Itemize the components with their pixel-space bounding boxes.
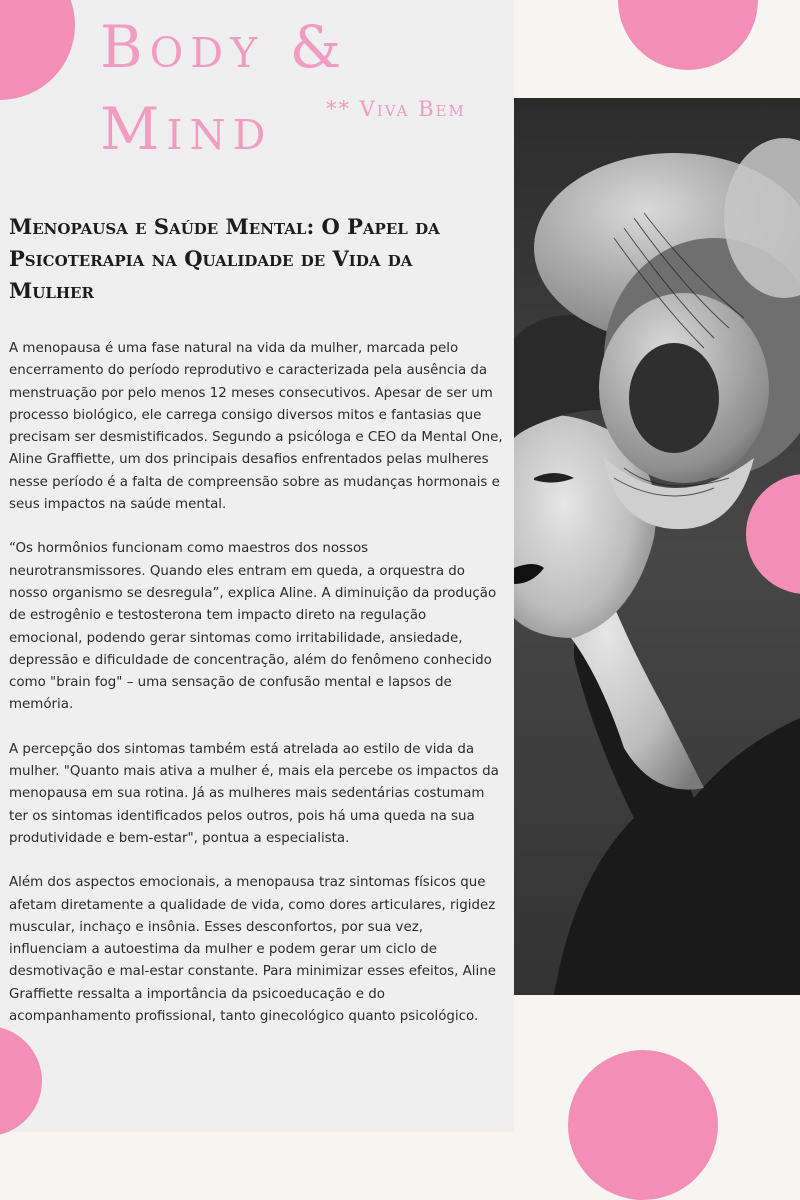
article-body <box>9 338 503 1050</box>
flower-center-dark <box>629 343 719 453</box>
article-paragraph-1: A menopausa é uma fase natural na vida da mulher, marcada pelo encerramento do período reprodutivo e caracterizada pela ausência da menstruação por pelo menos 12 meses consecutivos. Apesar de ser um processo biológico, ele carrega consigo diversos mitos e fantasias que precisam ser desmistificados. Segundo a psicóloga e CEO da Mental One, Aline Graffiette, um dos principais desafios enfrentados pelas mulheres nesse período é a falta de compreensão sobre as mudanças hormonais e seus impactos na saúde mental. <box>9 341 503 513</box>
decorative-circle-top-right <box>618 0 758 70</box>
brand-title-line-1: Body & <box>100 13 349 81</box>
article-paragraph-4: Além dos aspectos emocionais, a menopausa traz sintomas físicos que afetam diretamente a qualidade de vida, como dores articulares, rigidez muscular, inchaço e insônia. Esses desconfortos, por sua vez, influenciam a autoestima da mulher e podem gerar um ciclo de desmotivação e mal-estar constante. Para minimizar esses efeitos, Aline Graffiette ressalta a importância da psicoeducação e do acompanhamento profissional, tanto ginecológico quanto psicológico. <box>9 875 496 1025</box>
brand-title-line-2: Mind <box>100 95 273 163</box>
brand-tagline: ** Viva Bem <box>326 97 466 121</box>
article-paragraph-3: A percepção dos sintomas também está atrelada ao estilo de vida da mulher. "Quanto mais ativa a mulher é, mais ela percebe os impactos da menopausa em sua rotina. Já as mulheres mais sedentárias costumam ter os sintomas identificados pelos outros, pois há uma queda na sua produtividade e bem-estar", pontua a especialista. <box>9 741 499 846</box>
article-headline: Menopausa e Saúde Mental: O Papel da Psicoterapia na Qualidade de Vida da Mulher <box>9 214 440 303</box>
decorative-circle-bottom-right <box>568 1050 718 1200</box>
article-paragraph-2: “Os hormônios funcionam como maestros dos nossos neurotransmissores. Quando eles entram em queda, a orquestra do nosso organismo se desregula”, explica Aline. A diminuição da produção de estrogênio e testosterona tem impacto direto na regulação emocional, podendo gerar sintomas como irritabilidade, ansiedade, depressão e dificuldade de concentração, além do fenômeno conhecido como "brain fog" – uma sensação de confusão mental e lapsos de memória. <box>9 541 497 713</box>
